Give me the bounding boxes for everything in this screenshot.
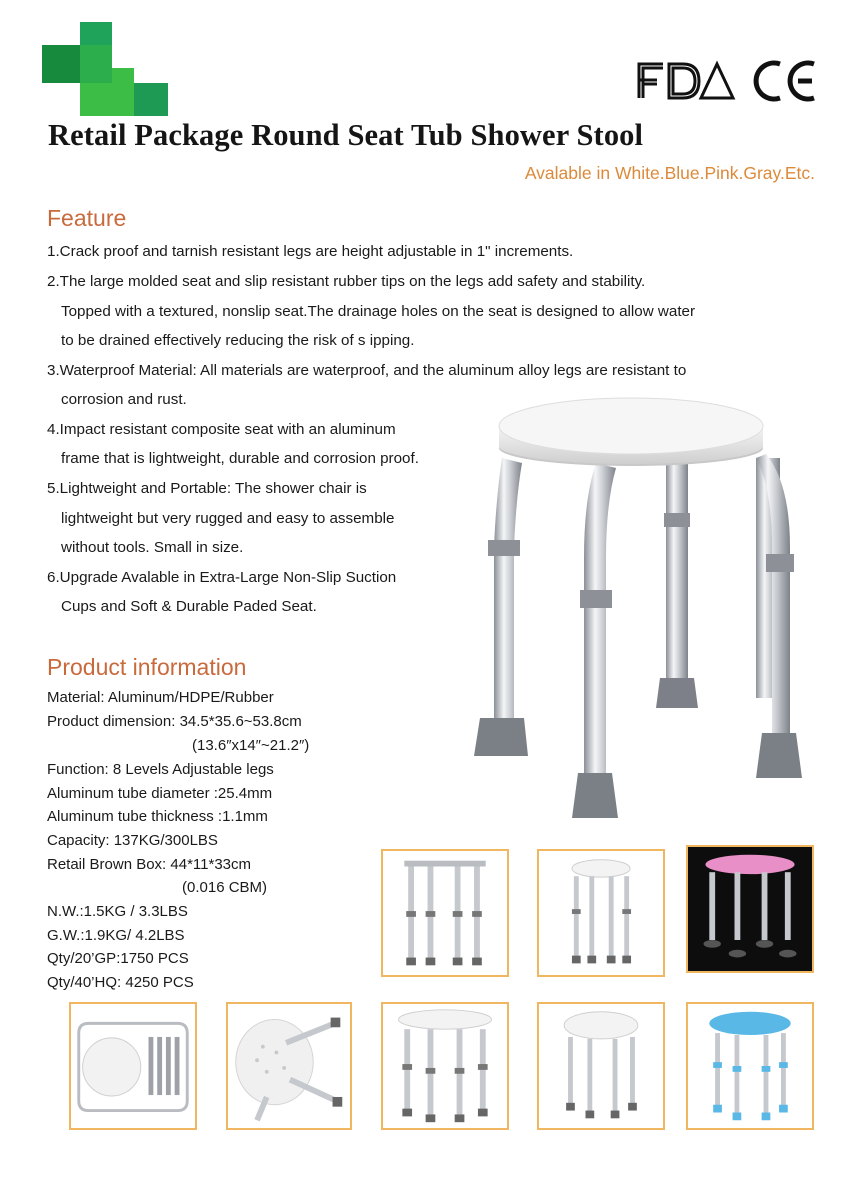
logo-square [112, 68, 134, 83]
info-line: Function: 8 Levels Adjustable legs [47, 761, 274, 778]
main-product-image [466, 378, 816, 838]
color-availability: Avalable in White.Blue.Pink.Gray.Etc. [524, 163, 815, 183]
feature-line: 4.Impact resistant composite seat with an aluminum [47, 421, 396, 438]
ce-label: CE [752, 58, 754, 59]
info-line: Qty/20’GP:1750 PCS [47, 950, 189, 967]
feature-line: Cups and Soft & Durable Paded Seat. [61, 598, 317, 615]
fda-logo [635, 58, 737, 102]
info-line: N.W.:1.5KG / 3.3LBS [47, 903, 188, 920]
info-line: (13.6″x14″~21.2″) [192, 737, 310, 754]
info-line: (0.016 CBM) [182, 879, 268, 896]
info-line: Aluminum tube diameter :25.4mm [47, 785, 273, 802]
info-line: Retail Brown Box: 44*11*33cm [47, 856, 251, 873]
feature-line: 5.Lightweight and Portable: The shower chair is [47, 480, 367, 497]
feature-line: 6.Upgrade Avalable in Extra-Large Non-Slip Suction [47, 569, 397, 586]
feature-heading: Feature [47, 205, 127, 231]
info-line: Aluminum tube thickness :1.1mm [47, 808, 268, 825]
brand-logo [42, 22, 170, 116]
feature-line: corrosion and rust. [61, 391, 187, 408]
product-info-heading: Product information [47, 654, 247, 680]
thumbnail-frame-side [381, 849, 509, 977]
page-title: Retail Package Round Seat Tub Shower Stool [48, 118, 644, 152]
logo-square [134, 83, 168, 116]
thumbnail-white-seat [537, 849, 665, 977]
thumbnail-underside [226, 1002, 352, 1130]
info-line: G.W.:1.9KG/ 4.2LBS [47, 927, 185, 944]
logo-square [80, 45, 112, 83]
logo-square [42, 45, 80, 83]
info-line: Qty/40’HQ: 4250 PCS [47, 974, 194, 991]
feature-line: lightweight but very rugged and easy to assemble [61, 510, 395, 527]
logo-square [80, 22, 112, 45]
feature-line: Topped with a textured, nonslip seat.The drainage holes on the seat is designed to allow water [61, 303, 696, 320]
logo-square [80, 83, 134, 116]
feature-line: 3.Waterproof Material: All materials are waterproof, and the aluminum alloy legs are resistant to [47, 362, 687, 379]
info-line: Product dimension: 34.5*35.6~53.8cm [47, 713, 302, 730]
feature-line: without tools. Small in size. [61, 539, 244, 556]
thumbnail-white-seat-angle [537, 1002, 665, 1130]
thumbnail-round-seat-front [381, 1002, 509, 1130]
feature-line: frame that is lightweight, durable and corrosion proof. [61, 450, 419, 467]
thumbnail-blue-seat [686, 1002, 814, 1130]
ce-logo [752, 58, 818, 104]
fda-label: FDA [635, 58, 637, 59]
feature-line: to be drained effectively reducing the risk of s ipping. [61, 332, 415, 349]
info-line: Capacity: 137KG/300LBS [47, 832, 218, 849]
feature-line: 2.The large molded seat and slip resistant rubber tips on the legs add safety and stability. [47, 273, 646, 290]
info-line: Material: Aluminum/HDPE/Rubber [47, 689, 274, 706]
thumbnail-disassembled [69, 1002, 197, 1130]
thumbnail-pink-seat [686, 845, 814, 973]
feature-line: 1.Crack proof and tarnish resistant legs are height adjustable in 1" increments. [47, 243, 574, 260]
